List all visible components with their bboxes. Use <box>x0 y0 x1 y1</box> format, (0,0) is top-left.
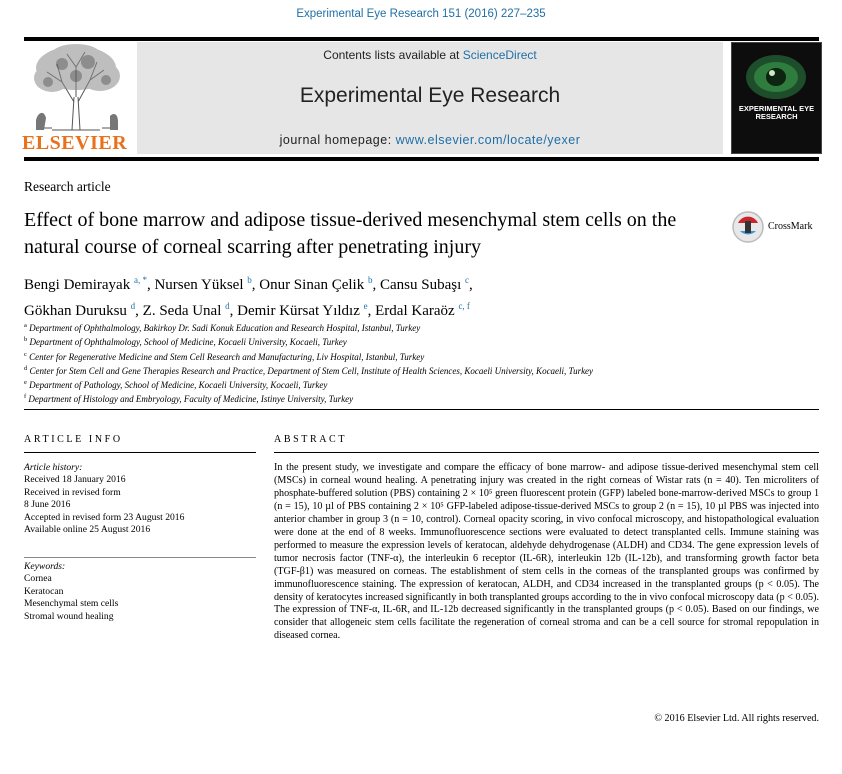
copyright-notice: © 2016 Elsevier Ltd. All rights reserved. <box>654 713 819 724</box>
affiliation <box>24 334 814 348</box>
author-name: Z. Seda Unal <box>142 303 222 319</box>
journal-citation[interactable]: Experimental Eye Research 151 (2016) 227–235 <box>296 8 546 20</box>
affiliation <box>24 363 814 377</box>
author-affiliation-mark[interactable]: e <box>363 301 368 311</box>
affiliation-text: Department of Ophthalmology, School of Medicine, Kocaeli University, Kocaeli, Turkey <box>29 337 347 348</box>
author[interactable] <box>237 303 375 319</box>
affiliation-key: f <box>24 393 27 401</box>
author[interactable] <box>24 277 154 293</box>
history-item: Accepted in revised form 23 August 2016 <box>24 511 185 523</box>
author-name: Demir Kürsat Yıldız <box>237 303 360 319</box>
journal-title: Experimental Eye Research <box>299 84 561 107</box>
article-history <box>24 462 256 536</box>
author-list <box>24 270 744 322</box>
affiliation-text: Department of Ophthalmology, Bakirkoy Dr. Sadi Konuk Education and Research Hospital, Istanbul, Turkey <box>29 323 421 333</box>
author[interactable] <box>380 277 473 293</box>
author-separator: , <box>367 303 376 319</box>
affiliation-list <box>24 320 814 406</box>
author[interactable] <box>143 303 237 319</box>
affiliation-key: b <box>24 336 28 344</box>
crossmark-badge[interactable] <box>731 210 765 244</box>
cover-eye-image <box>732 47 821 107</box>
article-info-rule <box>24 452 256 453</box>
contents-prefix: Contents lists available at <box>323 48 463 62</box>
affiliation <box>24 349 814 363</box>
keyword[interactable]: Cornea <box>24 573 52 585</box>
abstract-text: In the present study, we investigate and compare the efficacy of bone marrow- and adipose tissue-derived mesenchymal stem cell (MSCs) in corneal wound healing. A penetrating injury was created in the right corneas of Wistar rats (n = 40). Ten microliters of phosphate-buffered solution (PBS) containing 2 × 10⁵ green fluorescent protein (GFP) labeled bone-marrow-derived MSCs to group 1 (n = 15), 10 µl of PBS containing 2 × 10⁵ GFP-labeled adipose-tissue-derived MSCs to group 2 (n = 15), 10 µl PBS was injected into anterior chamber in group 3 (n = 10, control). Corneal opacity scoring, in vivo confocal microscopy, and histopathological evaluation were done at the end of 8 weeks. Immunofluorescence sections were evaluated to detect transplanted cells. Immune staining was performed to measure the expression levels of keratocan, aldehyde dehydrogenase (ALDH) and CD34. The gene expression levels of tumor necrosis factor (TNF-α), the interleukin 6 receptor (IL-6R), interleukin 12b (IL-12b), and transforming growth factor beta (TGF-β1) was measured on corneas. The establishment of stem cells in the corneas of the transplanted groups was confirmed by immunofluorescence staining. The expression of keratocan, ALDH, and CD34 increased in the transplanted groups (p < 0.05). The density of keratocytes increased significantly in both transplanted groups according to the in vivo confocal microscopy data (p < 0.05). The expression of TNF-α, IL-6R, and IL-12b decreased significantly in the transplanted groups (p < 0.05). Based on our findings, we consider that allogeneic stem cells facilitate the regeneration of corneal stroma and can be a cell source for stromal repopulation in diseased cornea. <box>274 462 819 642</box>
affiliation-key: c <box>24 350 27 358</box>
sciencedirect-link[interactable]: ScienceDirect <box>462 48 537 62</box>
header-rule-bottom <box>24 157 819 161</box>
affiliation <box>24 391 814 405</box>
author-name: Nursen Yüksel <box>154 277 244 293</box>
abstract-rule <box>274 452 819 453</box>
keyword[interactable]: Stromal wound healing <box>24 610 114 622</box>
author-affiliation-mark[interactable]: d <box>130 301 136 311</box>
crossmark-icon <box>731 210 765 244</box>
crossmark-label[interactable]: CrossMark <box>768 221 813 232</box>
author-name: Erdal Karaöz <box>375 303 455 319</box>
keywords-label: Keywords: <box>24 561 66 572</box>
history-label: Article history: <box>24 462 83 473</box>
journal-homepage <box>137 133 723 147</box>
homepage-prefix: journal homepage: <box>279 133 396 147</box>
history-item: Available online 25 August 2016 <box>24 524 151 536</box>
homepage-link[interactable]: www.elsevier.com/locate/yexer <box>395 133 581 147</box>
elsevier-wordmark: ELSEVIER <box>22 132 128 154</box>
article-info-heading: ARTICLE INFO <box>24 434 123 445</box>
keywords <box>24 561 256 623</box>
abstract-heading: ABSTRACT <box>274 434 348 445</box>
affiliation-key: a <box>24 322 27 329</box>
history-item: Received in revised form <box>24 486 121 498</box>
affiliation-text: Department of Histology and Embryology, Faculty of Medicine, Istinye University, Turkey <box>28 394 354 405</box>
author[interactable] <box>375 303 470 319</box>
keywords-rule <box>24 557 256 558</box>
affiliation-text: Center for Stem Cell and Gene Therapies Research and Practice, Department of Stem Cell, Institute of Health Sciences, Kocaeli University, Kocaeli, Turkey <box>29 365 594 376</box>
contents-line <box>137 48 723 62</box>
article-title: Effect of bone marrow and adipose tissue-derived mesenchymal stem cells on the natural course of corneal scarring after penetrating injury <box>24 209 677 258</box>
affiliation-key: d <box>24 364 28 372</box>
author[interactable] <box>154 277 259 293</box>
history-item: 8 June 2016 <box>24 499 71 511</box>
cover-title: EXPERIMENTAL EYE RESEARCH <box>738 104 815 121</box>
author-affiliation-mark[interactable]: b <box>247 275 252 285</box>
keyword[interactable]: Keratocan <box>24 585 64 597</box>
section-divider <box>24 409 819 410</box>
author-affiliation-mark[interactable]: a, * <box>133 275 147 285</box>
affiliation-text: Center for Regenerative Medicine and Stem Cell Research and Manufacturing, Liv Hospital, Istanbul, Turkey <box>29 351 425 362</box>
affiliation <box>24 320 814 334</box>
author-separator: , <box>146 277 155 293</box>
author-separator: , <box>251 277 260 293</box>
author-affiliation-mark[interactable]: c, f <box>458 301 470 311</box>
journal-cover[interactable] <box>731 42 822 154</box>
header-rule-top <box>24 37 819 41</box>
author-separator: , <box>469 277 473 293</box>
article-type: Research article <box>24 179 111 194</box>
history-item: Received 18 January 2016 <box>24 474 126 486</box>
author-affiliation-mark[interactable]: d <box>225 301 230 311</box>
elsevier-tree-icon <box>22 42 130 132</box>
affiliation <box>24 377 814 391</box>
affiliation-text: Department of Pathology, School of Medicine, Kocaeli University, Kocaeli, Turkey <box>29 380 328 391</box>
author[interactable] <box>259 277 380 293</box>
keyword[interactable]: Mesenchymal stem cells <box>24 598 119 610</box>
author-separator: , <box>372 277 380 293</box>
author-affiliation-mark[interactable]: b <box>367 275 373 285</box>
author-separator: , <box>135 303 143 319</box>
affiliation-key: e <box>24 379 27 387</box>
author-separator: , <box>229 303 238 319</box>
author-affiliation-mark[interactable]: c <box>465 275 469 285</box>
author-name: Onur Sinan Çelik <box>259 277 365 293</box>
author-name: Gökhan Duruksu <box>24 303 127 319</box>
author[interactable] <box>24 303 143 319</box>
author-name: Bengi Demirayak <box>24 277 131 293</box>
author-name: Cansu Subaşı <box>379 277 462 293</box>
